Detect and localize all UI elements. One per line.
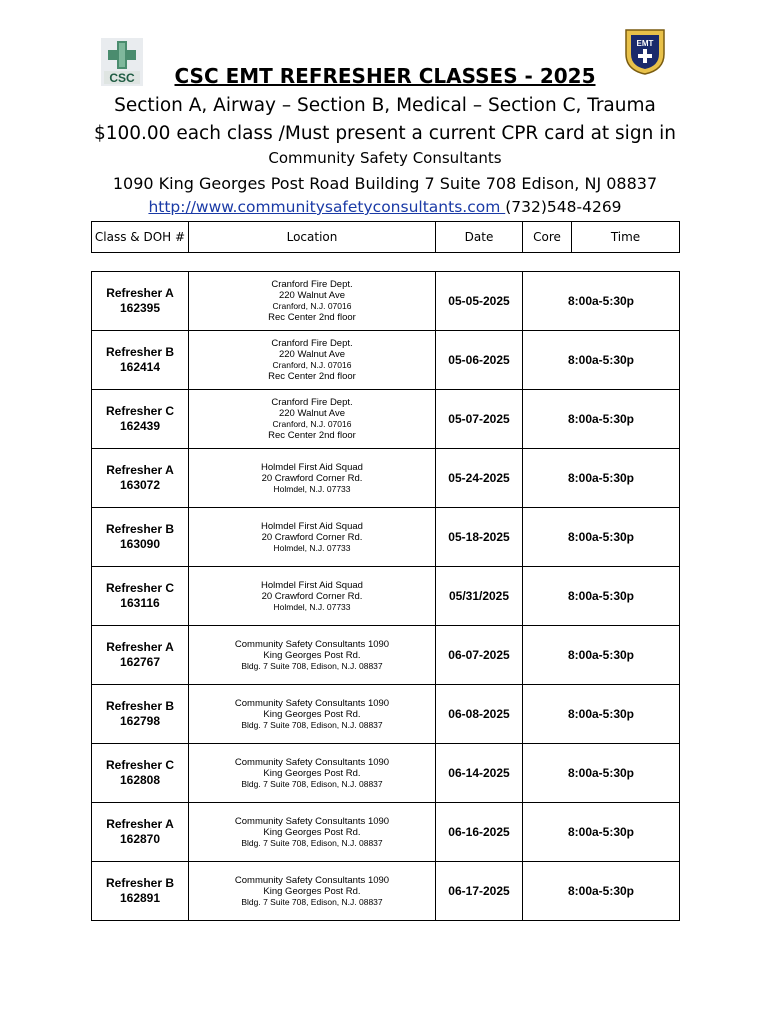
class-name: Refresher C [105, 581, 175, 595]
location-line-4: Rec Center 2nd floor [268, 312, 356, 323]
location-line-1: Holmdel First Aid Squad [261, 579, 363, 591]
time-cell: 8:00a-5:30p [523, 744, 680, 803]
location-cell [189, 449, 436, 508]
column-header-date: Date [436, 222, 523, 253]
date-cell: 05-07-2025 [436, 390, 523, 449]
column-header-class: Class & DOH # [92, 222, 189, 253]
table-row [92, 508, 680, 567]
location-line-1: Community Safety Consultants 1090 [234, 756, 390, 768]
table-row [92, 390, 680, 449]
location-line-1: Cranford Fire Dept. [271, 338, 353, 349]
phone-number: (732)548-4269 [505, 198, 622, 216]
time-cell: 8:00a-5:30p [523, 626, 680, 685]
organization-name: Community Safety Consultants [268, 149, 502, 167]
class-name: Refresher B [105, 876, 175, 890]
class-name: Refresher A [106, 817, 174, 831]
doh-number: 162808 [119, 773, 161, 787]
doh-number: 163072 [119, 478, 161, 492]
time-cell: 8:00a-5:30p [523, 567, 680, 626]
table-row [92, 744, 680, 803]
location-line-1: Cranford Fire Dept. [271, 279, 353, 290]
location-line-3: Cranford, N.J. 07016 [272, 360, 352, 370]
class-cell [92, 862, 189, 921]
location-line-2: 220 Walnut Ave [278, 349, 346, 360]
location-cell [189, 626, 436, 685]
location-line-3: Holmdel, N.J. 07733 [273, 542, 351, 553]
time-cell: 8:00a-5:30p [523, 449, 680, 508]
location-line-4: Rec Center 2nd floor [268, 430, 356, 441]
time-cell: 8:00a-5:30p [523, 803, 680, 862]
location-cell [189, 272, 436, 331]
doh-number: 162798 [119, 714, 161, 728]
location-line-2: King Georges Post Rd. [263, 708, 361, 720]
page-title: CSC EMT REFRESHER CLASSES - 2025 [174, 64, 596, 88]
date-cell: 05-24-2025 [436, 449, 523, 508]
table-row [92, 626, 680, 685]
date-cell: 06-08-2025 [436, 685, 523, 744]
date-cell: 06-07-2025 [436, 626, 523, 685]
class-name: Refresher A [106, 286, 174, 300]
location-cell [189, 744, 436, 803]
class-name: Refresher A [106, 463, 174, 477]
location-line-2: 20 Crawford Corner Rd. [261, 531, 363, 543]
class-name: Refresher B [105, 522, 175, 536]
class-cell [92, 272, 189, 331]
location-line-2: 220 Walnut Ave [278, 408, 346, 419]
doh-number: 162767 [119, 655, 161, 669]
time-cell: 8:00a-5:30p [523, 862, 680, 921]
table-row [92, 685, 680, 744]
table-row [92, 331, 680, 390]
svg-text:CSC: CSC [109, 71, 135, 85]
time-cell: 8:00a-5:30p [523, 390, 680, 449]
schedule-table [91, 271, 680, 921]
date-cell: 06-17-2025 [436, 862, 523, 921]
location-line-1: Community Safety Consultants 1090 [234, 697, 390, 709]
location-cell [189, 331, 436, 390]
date-cell: 05-06-2025 [436, 331, 523, 390]
location-line-3: Bldg. 7 Suite 708, Edison, N.J. 08837 [241, 778, 383, 789]
location-line-3: Bldg. 7 Suite 708, Edison, N.J. 08837 [241, 719, 383, 730]
column-header-table [91, 221, 680, 253]
organization-address: 1090 King Georges Post Road Building 7 Suite 708 Edison, NJ 08837 [112, 174, 658, 193]
time-cell: 8:00a-5:30p [523, 272, 680, 331]
table-row [92, 862, 680, 921]
class-cell [92, 803, 189, 862]
location-line-3: Bldg. 7 Suite 708, Edison, N.J. 08837 [241, 837, 383, 848]
location-cell [189, 390, 436, 449]
date-cell: 05/31/2025 [436, 567, 523, 626]
table-row [92, 449, 680, 508]
location-line-1: Holmdel First Aid Squad [261, 520, 363, 532]
location-line-4: Rec Center 2nd floor [268, 371, 356, 382]
location-line-2: King Georges Post Rd. [263, 649, 361, 661]
doh-number: 162891 [119, 891, 161, 905]
table-row [92, 567, 680, 626]
location-line-1: Community Safety Consultants 1090 [234, 638, 390, 650]
table-row [92, 803, 680, 862]
class-cell [92, 567, 189, 626]
class-name: Refresher C [105, 404, 175, 418]
class-name: Refresher C [105, 758, 175, 772]
location-cell [189, 862, 436, 921]
location-cell [189, 508, 436, 567]
location-line-1: Holmdel First Aid Squad [261, 461, 363, 473]
location-line-1: Community Safety Consultants 1090 [234, 874, 390, 886]
date-cell: 06-14-2025 [436, 744, 523, 803]
class-cell [92, 449, 189, 508]
column-header-core: Core [523, 222, 572, 253]
time-cell: 8:00a-5:30p [523, 331, 680, 390]
location-line-3: Cranford, N.J. 07016 [272, 419, 352, 429]
doh-number: 162395 [119, 301, 161, 315]
doh-number: 163090 [119, 537, 161, 551]
location-line-2: King Georges Post Rd. [263, 767, 361, 779]
svg-text:EMT: EMT [636, 39, 654, 48]
class-cell [92, 744, 189, 803]
location-line-3: Bldg. 7 Suite 708, Edison, N.J. 08837 [241, 660, 383, 671]
date-cell: 05-18-2025 [436, 508, 523, 567]
location-line-1: Community Safety Consultants 1090 [234, 815, 390, 827]
location-cell [189, 685, 436, 744]
location-line-2: King Georges Post Rd. [263, 885, 361, 897]
price-line: $100.00 each class /Must present a current CPR card at sign in [93, 123, 677, 144]
date-cell: 05-05-2025 [436, 272, 523, 331]
location-line-3: Holmdel, N.J. 07733 [273, 601, 351, 612]
class-cell [92, 626, 189, 685]
class-cell [92, 390, 189, 449]
location-line-3: Bldg. 7 Suite 708, Edison, N.J. 08837 [241, 896, 383, 907]
class-cell [92, 331, 189, 390]
location-line-2: King Georges Post Rd. [263, 826, 361, 838]
sections-line: Section A, Airway – Section B, Medical – Section C, Trauma [114, 95, 656, 116]
table-row [92, 272, 680, 331]
class-name: Refresher B [105, 345, 175, 359]
class-name: Refresher A [106, 640, 174, 654]
column-header-location: Location [189, 222, 436, 253]
date-cell: 06-16-2025 [436, 803, 523, 862]
location-line-2: 20 Crawford Corner Rd. [261, 590, 363, 602]
location-cell [189, 803, 436, 862]
time-cell: 8:00a-5:30p [523, 685, 680, 744]
website-link[interactable]: http://www.communitysafetyconsultants.com [148, 198, 506, 216]
location-line-2: 220 Walnut Ave [278, 290, 346, 301]
class-name: Refresher B [105, 699, 175, 713]
contact-line [0, 198, 770, 216]
doh-number: 162414 [119, 360, 161, 374]
doh-number: 162870 [119, 832, 161, 846]
location-line-2: 20 Crawford Corner Rd. [261, 472, 363, 484]
doh-number: 163116 [120, 596, 160, 610]
location-line-3: Holmdel, N.J. 07733 [273, 483, 351, 494]
time-cell: 8:00a-5:30p [523, 508, 680, 567]
location-line-1: Cranford Fire Dept. [271, 397, 353, 408]
doh-number: 162439 [119, 419, 161, 433]
location-line-3: Cranford, N.J. 07016 [272, 301, 352, 311]
class-cell [92, 508, 189, 567]
class-cell [92, 685, 189, 744]
column-header-time: Time [572, 222, 680, 253]
location-cell [189, 567, 436, 626]
